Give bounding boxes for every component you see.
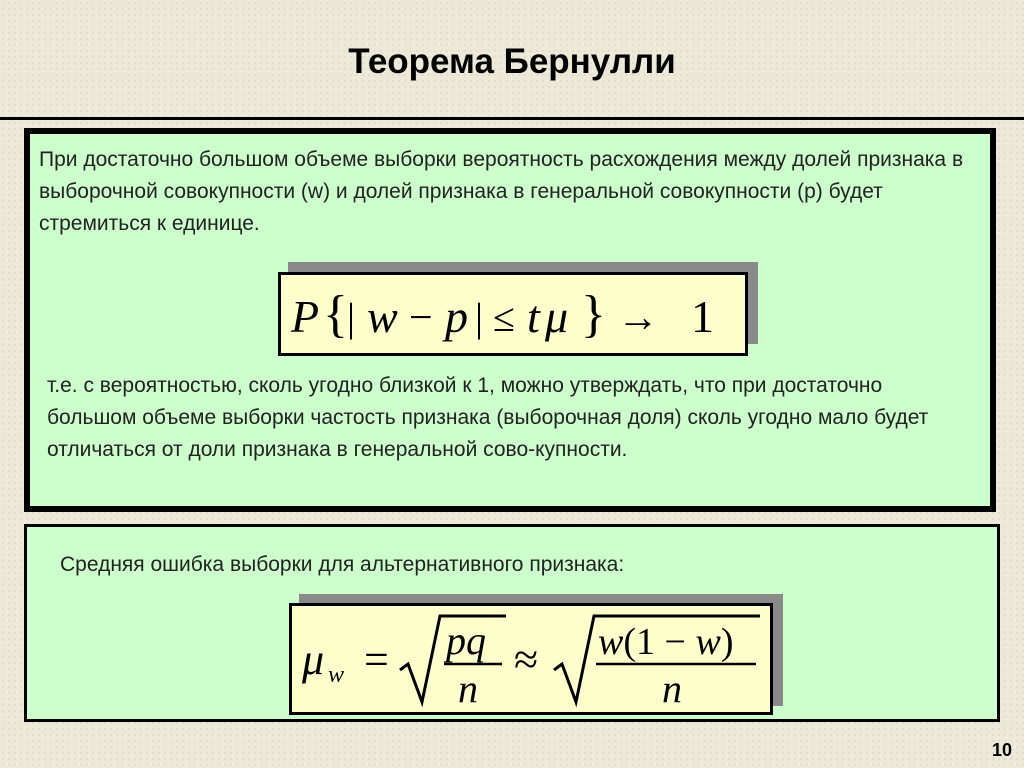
svg-text:−: − xyxy=(409,295,433,341)
svg-text:}: } xyxy=(581,286,606,343)
svg-text:w: w xyxy=(328,662,345,688)
svg-text:1: 1 xyxy=(691,291,714,342)
svg-text:n: n xyxy=(662,666,682,711)
svg-text:|: | xyxy=(347,295,356,340)
theorem-intro-text: При достаточно большом объеме выборки вероятность расхождения между долей признака в выборочной совокупности (w) и долей признака в генеральной совокупности (p) будет стремиться к единице. xyxy=(39,148,964,235)
slide-title: Теорема Бернулли xyxy=(348,42,676,81)
title-divider xyxy=(0,117,1024,120)
svg-text:μ: μ xyxy=(545,291,569,342)
svg-text:p: p xyxy=(445,291,468,342)
sampling-error-panel xyxy=(24,524,1000,722)
theorem-explanation-text: т.е. с вероятностью, сколь угодно близкой к 1, можно утверждать, что при достаточно большом объеме выборки частость признака (выборочная доля) сколь угодно мало будет отличаться от доли признака в генеральной сово-купности. xyxy=(47,374,929,461)
sampling-error-caption: Средняя ошибка выборки для альтернативного признака: xyxy=(60,553,625,576)
theorem-panel xyxy=(24,128,996,512)
svg-text:w(1 − w): w(1 − w) xyxy=(598,621,734,663)
svg-text:μ: μ xyxy=(302,635,325,684)
svg-text:pq: pq xyxy=(446,618,486,663)
svg-text:≤: ≤ xyxy=(493,295,515,340)
svg-text:{: { xyxy=(323,286,348,343)
svg-text:t: t xyxy=(527,291,540,342)
svg-text:=: = xyxy=(364,635,389,684)
svg-text:w: w xyxy=(367,291,398,342)
sampling-error-formula-graphic xyxy=(292,606,770,712)
bernoulli-formula-graphic xyxy=(281,275,745,353)
svg-text:≈: ≈ xyxy=(514,635,539,684)
svg-text:→: → xyxy=(617,295,659,341)
svg-text:n: n xyxy=(458,666,478,711)
bernoulli-formula xyxy=(278,272,748,356)
svg-text:P: P xyxy=(291,291,320,342)
sampling-error-formula xyxy=(289,603,773,715)
svg-text:|: | xyxy=(475,295,484,340)
page-number: 10 xyxy=(991,740,1012,760)
